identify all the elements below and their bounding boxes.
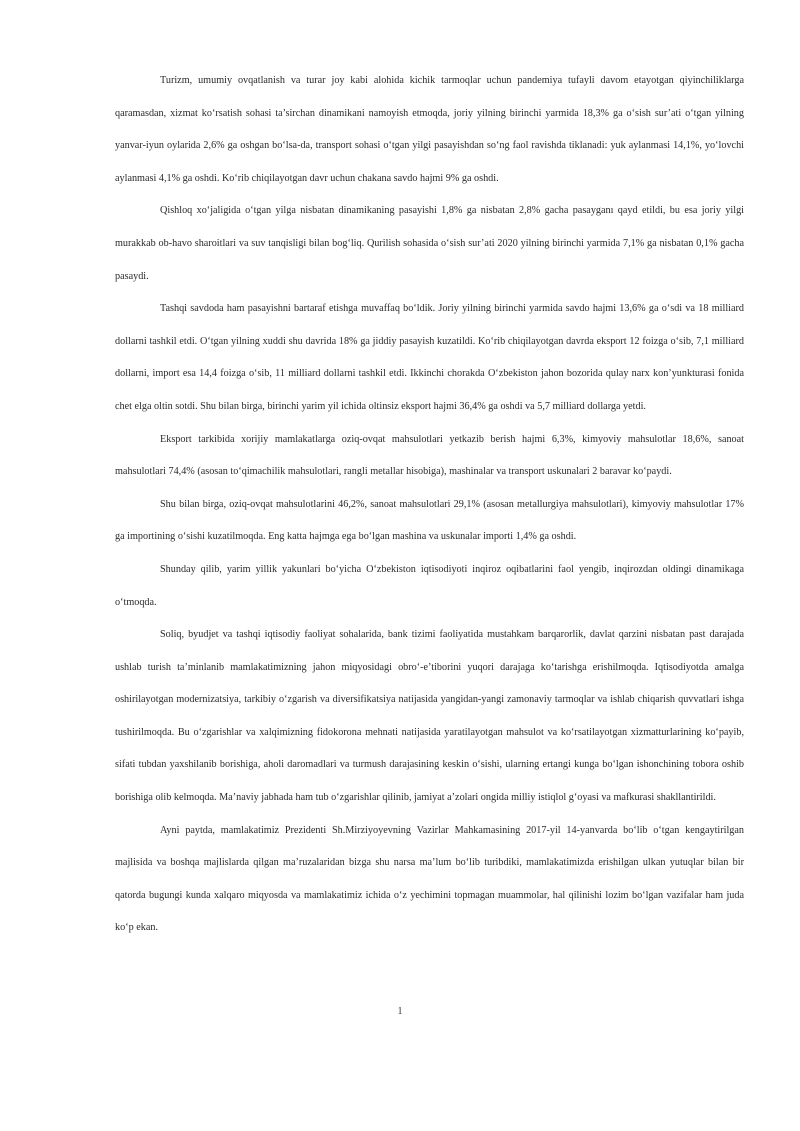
paragraph-stability-modernization: Soliq, byudjet va tashqi iqtisodiy faoliyat sohalarida, bank tizimi faoliyatida mustahkam barqarorlik, davlat qarzini nisbatan past darajada ushlab turish ta’minlanib mamlakatimizning jahon miqyosidagi obro‘-e’tiborini yuqori darajaga ko‘tarishga erishilmoqda. Iqtisodiyotda amalga oshirilayotgan modernizatsiya, tarkibiy o‘zgarish va diversifikatsiya natijasida yangidan-yangi zamonaviy tarmoqlar va ishlab chiqarish quvvatlari ishga tushirilmoqda. Bu o‘zgarishlar va xalqimizning fidokorona mehnati natijasida yaratilayotgan mahsulot va ko‘rsatilayotgan xizmatturlarining ko‘payib, sifati tubdan yaxshilanib borishiga, aholi daromadlari va turmush darajasining keskin o‘sishi, ularning ertangi kunga bo‘lgan ishonchining tobora oshib borishiga olib kelmoqda. Ma’naviy jabhada ham tub o‘zgarishlar qilinib, jamiyat a’zolari ongida milliy istiqlol g‘oyasi va mafkurasi shakllantirildi. — [115, 629, 744, 804]
paragraph-export-structure: Eksport tarkibida xorijiy mamlakatlarga oziq-ovqat mahsulotlari yetkazib berish hajmi 6,3%, kimyoviy mahsulotlar 18,6%, sanoat mahsulotlari 74,4% (asosan to‘qimachilik mahsulotlari, rangli metallar hisobiga), mashinalar va transport uskunalari 2 baravar ko‘paydi. — [115, 433, 744, 478]
paragraph-import-growth: Shu bilan birga, oziq-ovqat mahsulotlarini 46,2%, sanoat mahsulotlari 29,1% (asosan metallurgiya mahsulotlari), kimyoviy mahsulotlar 17% ga importining o‘sishi kuzatilmoqda. Eng katta hajmga ega bo‘lgan mashina va uskunalar importi 1,4% ga oshdi. — [115, 498, 744, 543]
paragraph-tourism-services: Turizm, umumiy ovqatlanish va turar joy kabi alohida kichik tarmoqlar uchun pandemiya tufayli davom etayotgan qiyinchiliklarga qaramasdan, xizmat ko‘rsatish sohasi ta’sirchan dinamikani namoyish etmoqda, joriy yilning birinchi yarmida 18,3% ga o‘sish sur’ati o‘tgan yilning yanvar-iyun oylarida 2,6% ga oshgan bo‘lsa-da, transport sohasi o‘tgan yilgi pasayishdan so‘ng faol ravishda tiklanadi: yuk aylanmasi 14,1%, yo‘lovchi aylanmasi 4,1% ga oshdi. Ko‘rib chiqilayotgan davr uchun chakana savdo hajmi 9% ga oshdi. — [115, 75, 744, 184]
document-body — [115, 65, 744, 945]
paragraph-presidential-address: Ayni paytda, mamlakatimiz Prezidenti Sh.Mirziyoyevning Vazirlar Mahkamasining 2017-yil 14-yanvarda bo‘lib o‘tgan kengaytirilgan majlisida va boshqa majlislarda qilgan ma’ruzalaridan bizga shu narsa ma’lum bo‘lib turibdiki, mamlakatimizda erishilgan ulkan yutuqlar bilan bir qatorda bugungi kunda xalqaro miqyosda va mamlakatimiz ichida o‘z yechimini topmagan muammolar, hal qilinishi lozim bo‘lgan vazifalar ham juda ko‘p ekan. — [115, 824, 744, 934]
paragraph-half-year-summary: Shunday qilib, yarim yillik yakunlari bo‘yicha O‘zbekiston iqtisodiyoti inqiroz oqibatlarini faol yengib, inqirozdan oldingi dinamikaga o‘tmoqda. — [115, 563, 744, 608]
page-number: 1 — [397, 1006, 403, 1017]
paragraph-foreign-trade: Tashqi savdoda ham pasayishni bartaraf etishga muvaffaq bo‘ldik. Joriy yilning birinchi yarmida savdo hajmi 13,6% ga o‘sdi va 18 milliard dollarni tashkil etdi. O‘tgan yilning xuddi shu davrida 18% ga jiddiy pasayish kuzatildi. Ko‘rib chiqilayotgan davrda eksport 12 foizga o‘sib, 7,1 milliard dollarni, import esa 14,4 foizga o‘sib, 11 milliard dollarni tashkil etdi. Ikkinchi chorakda O‘zbekiston jahon bozorida qulay narx kon’yunkturasi fonida chet elga oltin sotdi. Shu bilan birga, birinchi yarim yil ichida oltinsiz eksport hajmi 36,4% ga oshdi va 5,7 milliard dollarga yetdi. — [115, 303, 744, 412]
paragraph-agriculture-construction: Qishloq xo‘jaligida o‘tgan yilga nisbatan dinamikaning pasayishi 1,8% ga nisbatan 2,8% gacha pasayganı qayd etildi, bu esa joriy yilgi murakkab ob-havo sharoitlari va suv tanqisligi bilan bog‘liq. Qurilish sohasida o‘sish sur’ati 2020 yilning birinchi yarmida 7,1% ga nisbatan 0,1% gacha pasaydi. — [115, 205, 744, 282]
